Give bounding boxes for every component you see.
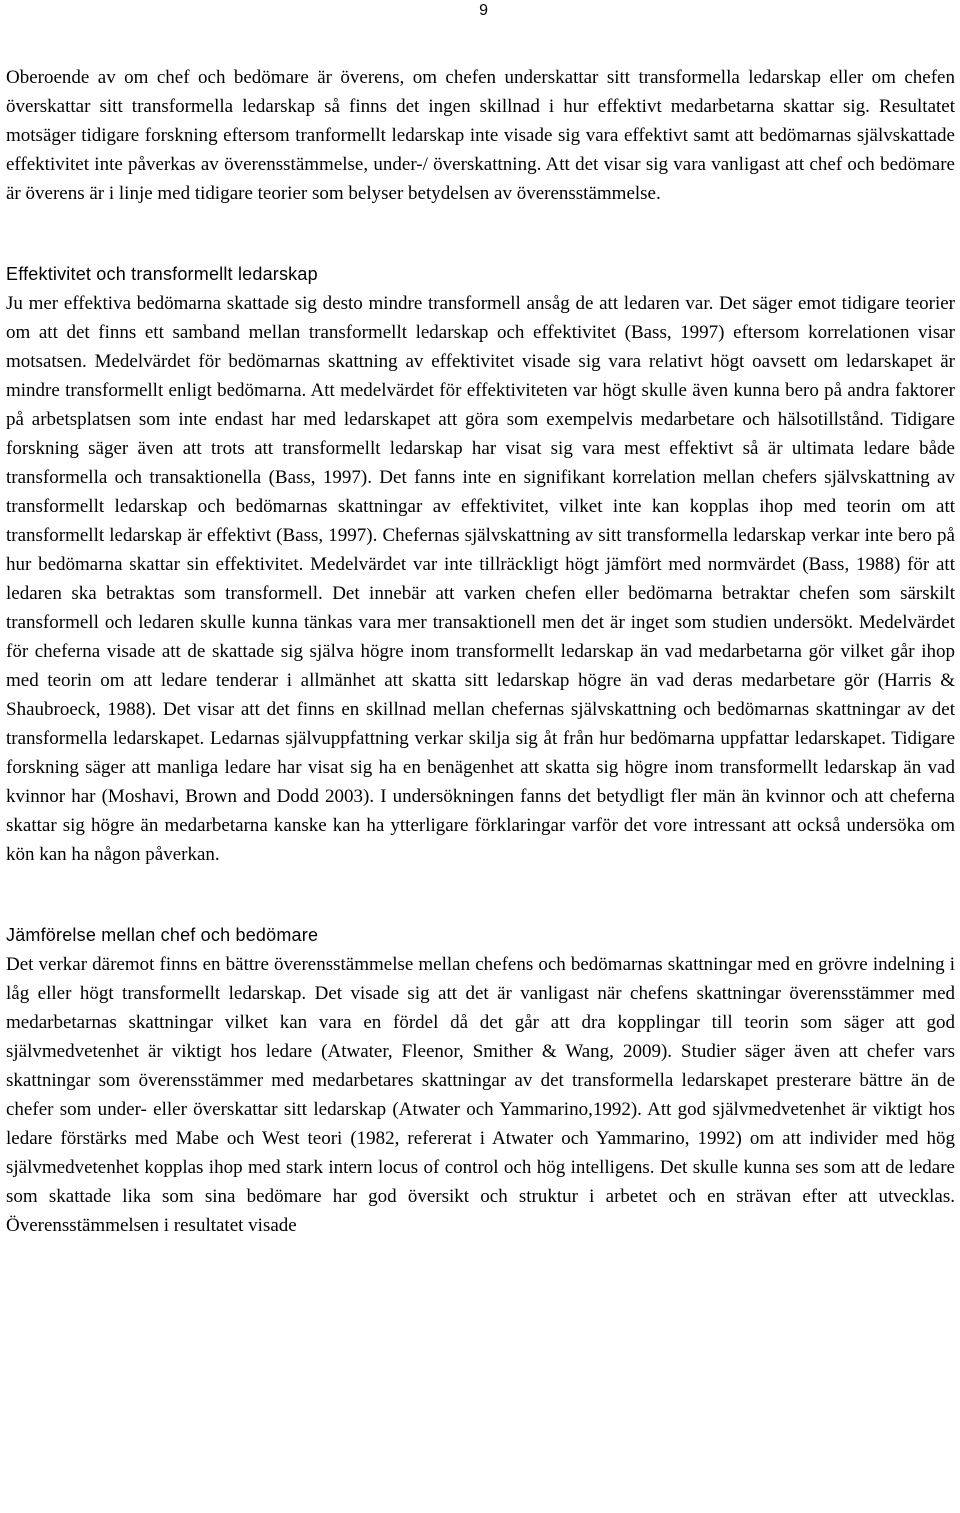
section-paragraph-jamforelse: Det verkar däremot finns en bättre överensstämmelse mellan chefens och bedömarnas skattningar med en grövre indelning i låg eller högt transformellt ledarskap. Det visade sig att det är vanligast när chefens skattningar överensstämmer med medarbetarnas skattningar vilket kan vara en fördel då det går att dra kopplingar till teorin som säger att god självmedvetenhet är viktigt hos ledare (Atwater, Fleenor, Smither & Wang, 2009). Studier säger även att chefer vars skattningar som överensstämmer med medarbetares skattningar av det transformella ledarskapet presterare bättre än de chefer som under- eller överskattar sitt ledarskap (Atwater och Yammarino,1992). Att god självmedvetenhet är viktigt hos ledare förstärks med Mabe och West teori (1982, refererat i Atwater och Yammarino, 1992) om att individer med hög självmedvetenhet kopplas ihop med stark intern locus of control och hög intelligens. Det skulle kunna ses som att de ledare som skattade lika som sina bedömare har god översikt och struktur i arbetet och en strävan efter att utvecklas. Överensstämmelsen i resultatet visade xyxy=(6,954,955,1236)
section-heading-jamforelse: Jämförelse mellan chef och bedömare xyxy=(6,925,319,945)
section-paragraph-effektivitet: Ju mer effektiva bedömarna skattade sig desto mindre transformell ansåg de att ledaren var. Det säger emot tidigare teorier om att det finns ett samband mellan transformellt ledarskap och effektivitet (Bass, 1997) eftersom korrelationen visar motsatsen. Medelvärdet för bedömarnas skattning av effektivitet visade sig vara relativt högt oavsett om ledarskapet är mindre transformellt enligt bedömarna. Att medelvärdet för effektiviteten var högt skulle även kunna bero på andra faktorer på arbetsplatsen som inte endast har med ledarskapet att göra som exempelvis medarbetare och hälsotillstånd. Tidigare forskning säger även att trots att transformellt ledarskap har visat sig vara mest effektivt så är ultimata ledare både transformella och transaktionella (Bass, 1997). Det fanns inte en signifikant korrelation mellan chefers självskattning av transformellt ledarskap och bedömarnas skattningar av effektivitet, vilket inte kan kopplas ihop med teorin om att transformellt ledarskap är effektivt (Bass, 1997). Chefernas självskattning av sitt transformella ledarskap verkar inte bero på hur bedömarna skattar sin effektivitet. Medelvärdet var inte tillräckligt högt jämfört med normvärdet (Bass, 1988) för att ledaren ska betraktas som transformell. Det innebär att varken chefen eller bedömarna betraktar chefen som särskilt transformell och ledaren skulle kunna tänkas vara mer transaktionell men det är inget som studien undersökt. Medelvärdet för cheferna visade att de skattade sig själva högre inom transformellt ledarskap än vad medarbetarna gör vilket går ihop med teorin om att ledare tenderar i allmänhet att skatta sitt ledarskap högre än vad deras medarbetare gör (Harris & Shaubroeck, 1988). Det visar att det finns en skillnad mellan chefernas självskattning och bedömarnas skattningar av det transformella ledarskapet. Ledarnas självuppfattning verkar skilja sig åt från hur bedömarna uppfattar ledarskapet. Tidigare forskning säger att manliga ledare har visat sig ha en benägenhet att skatta sig högre inom transformellt ledarskap än vad kvinnor har (Moshavi, Brown and Dodd 2003). I undersökningen fanns det betydligt fler män än kvinnor och att cheferna skattar sig högre än medarbetarna kanske kan ha ytterligare förklaringar varför det vore intressant att också undersöka om kön kan ha någon påverkan. xyxy=(6,293,955,865)
document-body xyxy=(6,63,955,1240)
section-heading-effektivitet: Effektivitet och transformellt ledarskap xyxy=(6,264,318,284)
intro-paragraph: Oberoende av om chef och bedömare är överens, om chefen underskattar sitt transformella ledarskap eller om chefen överskattar sitt transformella ledarskap så finns det ingen skillnad i hur effektivt medarbetarna skattar sig. Resultatet motsäger tidigare forskning eftersom tranformellt ledarskap inte visade sig vara effektivt samt att bedömarnas självskattade effektivitet inte påverkas av överensstämmelse, under-/ överskattning. Att det visar sig vara vanligast att chef och bedömare är överens är i linje med tidigare teorier som belyser betydelsen av överensstämmelse. xyxy=(6,67,955,204)
page-number: 9 xyxy=(479,2,488,19)
